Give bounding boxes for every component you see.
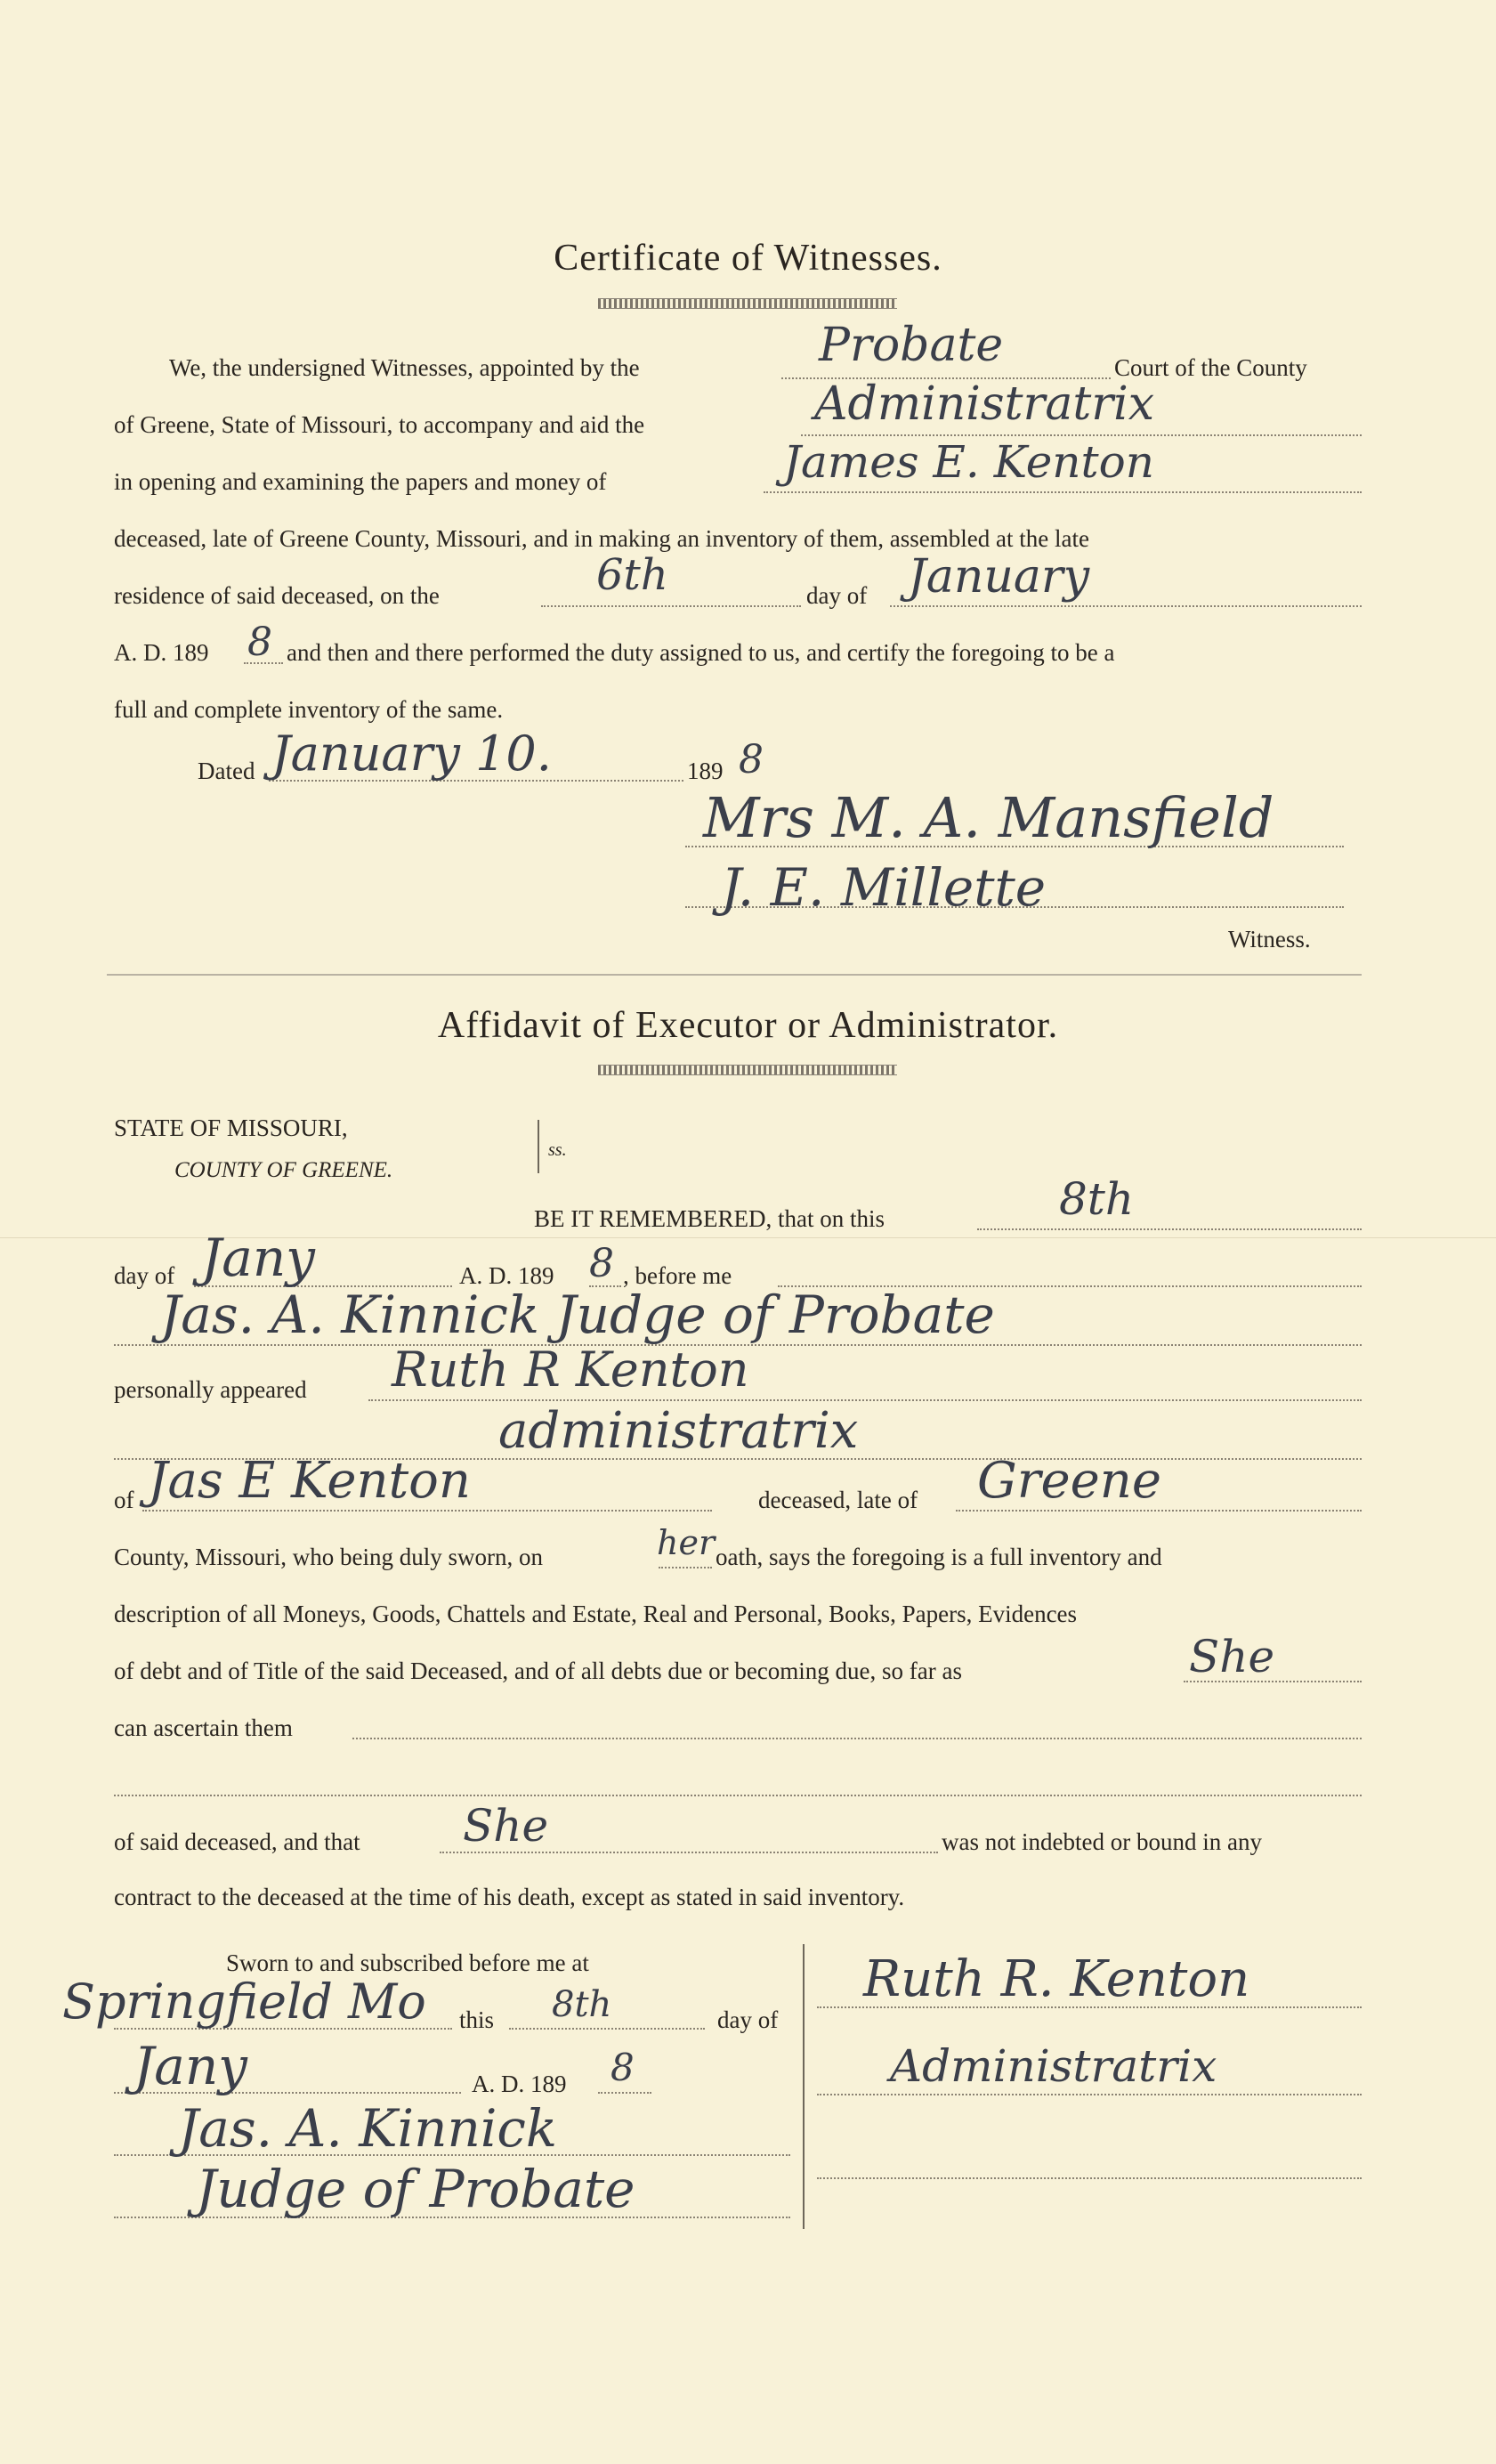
desc-line: description of all Moneys, Goods, Chattels and Estate, Real and Personal, Books, Papers, Evidences — [114, 1601, 1078, 1627]
cert-line6-b: and then and there performed the duty assigned to us, and certify the foregoing to be a — [287, 639, 1115, 666]
certificate-title: Certificate of Witnesses. — [554, 238, 942, 279]
affidavit-ornament — [598, 1065, 897, 1075]
sig-extra-blank[interactable] — [817, 2177, 1362, 2179]
section-divider — [107, 974, 1362, 976]
sw-year-blank[interactable] — [598, 2092, 651, 2094]
day-of-label: day of — [114, 1262, 175, 1289]
ss-label: ss. — [548, 1140, 567, 1160]
hw-appeared: Ruth R Kenton — [392, 1341, 749, 1398]
state-label: STATE OF MISSOURI, — [114, 1114, 348, 1141]
ad-label: A. D. 189 — [459, 1262, 554, 1289]
hw-sig-role: Administratrix — [890, 2040, 1217, 2092]
hw-sig-title: Judge of Probate — [196, 2159, 635, 2219]
hw-sig-name: Ruth R. Kenton — [863, 1950, 1250, 2008]
aff-day-blank[interactable] — [977, 1228, 1362, 1230]
deceased-blank[interactable] — [764, 491, 1362, 493]
debt-line: of debt and of Title of the said Deceased, and of all debts due or becoming due, so far as — [114, 1658, 962, 1684]
hw-court: Probate — [819, 319, 1004, 372]
hw-she1: She — [1189, 1631, 1275, 1682]
county-line-a: County, Missouri, who being duly sworn, on — [114, 1544, 544, 1570]
affidavit-title: Affidavit of Executor or Administrator. — [437, 1005, 1059, 1046]
cert-line3: in opening and examining the papers and money of — [114, 468, 607, 495]
not-indebted-label: was not indebted or bound in any — [942, 1828, 1262, 1855]
cert-line5-a: residence of said deceased, on the — [114, 582, 440, 609]
county-line-b: oath, says the foregoing is a full inventory and — [716, 1544, 1162, 1570]
hw-sw-month: Jany — [133, 2036, 247, 2096]
hw-deceased: James E. Kenton — [783, 436, 1154, 488]
ascertain-label: can ascertain them — [114, 1714, 293, 1741]
she2-blank[interactable] — [440, 1852, 938, 1853]
hw-role: Administratrix — [814, 377, 1155, 431]
hw-dated-year: 8 — [739, 737, 764, 782]
hw-aff-month: Jany — [201, 1228, 315, 1288]
hw-her: her — [657, 1523, 716, 1562]
sw-day-of-label: day of — [717, 2006, 779, 2033]
extra-blank[interactable] — [114, 1795, 1362, 1796]
hw-month: January — [908, 550, 1090, 604]
hw-aff-role: administratrix — [498, 1402, 859, 1460]
title-ornament — [598, 298, 897, 309]
cert-line6-a: A. D. 189 — [114, 639, 209, 666]
deceased-late-label: deceased, late of — [758, 1487, 918, 1513]
hw-she2: She — [463, 1800, 549, 1852]
cert-line1-b: Court of the County — [1114, 354, 1307, 381]
sw-ad-label: A. D. 189 — [472, 2071, 567, 2097]
before-me-label: , before me — [623, 1262, 732, 1289]
witness-label: Witness. — [1228, 926, 1311, 952]
her-blank[interactable] — [659, 1567, 712, 1568]
county-blank[interactable] — [956, 1510, 1362, 1512]
day-blank[interactable] — [541, 605, 801, 607]
this-label: this — [459, 2006, 495, 2033]
sworn-bracket — [803, 1944, 805, 2229]
hw-witness1: Mrs M. A. Mansfield — [703, 785, 1274, 850]
dated-year: 189 — [687, 758, 724, 784]
said-deceased-label: of said deceased, and that — [114, 1828, 360, 1855]
of-label: of — [114, 1487, 134, 1513]
hw-witness2: J. E. Millette — [721, 857, 1047, 918]
personally-label: personally appeared — [114, 1376, 307, 1403]
cert-line1-a: We, the undersigned Witnesses, appointed by the — [169, 354, 640, 381]
month-blank[interactable] — [890, 605, 1362, 607]
cert-line5-b: day of — [806, 582, 868, 609]
of-blank[interactable] — [142, 1510, 712, 1512]
ss-bracket — [538, 1120, 539, 1173]
cert-line2: of Greene, State of Missouri, to accompany and aid the — [114, 411, 645, 438]
sworn-label: Sworn to and subscribed before me at — [226, 1949, 589, 1976]
hw-county: Greene — [977, 1452, 1161, 1510]
hw-judge: Jas. A. Kinnick Judge of Probate — [160, 1285, 995, 1345]
cert-line4: deceased, late of Greene County, Missouri, and in making an inventory of them, assembled at the late — [114, 525, 1089, 552]
appeared-blank[interactable] — [368, 1399, 1362, 1401]
hw-place: Springfield Mo — [62, 1974, 426, 2030]
dated-label: Dated — [198, 758, 255, 784]
hw-dated: January 10. — [271, 725, 552, 782]
hw-day: 6th — [596, 550, 668, 600]
remembered-text: BE IT REMEMBERED, that on this — [534, 1205, 885, 1232]
hw-of: Jas E Kenton — [148, 1452, 471, 1510]
ascertain-blank[interactable] — [352, 1738, 1362, 1739]
sig-role-blank[interactable] — [817, 2094, 1362, 2095]
hw-sw-day: 8th — [552, 1984, 612, 2025]
county-label: COUNTY OF GREENE. — [174, 1158, 393, 1182]
sw-day-blank[interactable] — [509, 2028, 705, 2030]
hw-year: 8 — [247, 620, 272, 665]
contract-line: contract to the deceased at the time of his death, except as stated in said inventory. — [114, 1884, 905, 1910]
cert-line7: full and complete inventory of the same. — [114, 696, 504, 723]
hw-sig-judge: Jas. A. Kinnick — [178, 2098, 557, 2159]
hw-aff-day: 8th — [1059, 1173, 1135, 1225]
hw-sw-year: 8 — [611, 2046, 635, 2089]
hw-aff-year: 8 — [589, 1241, 614, 1286]
